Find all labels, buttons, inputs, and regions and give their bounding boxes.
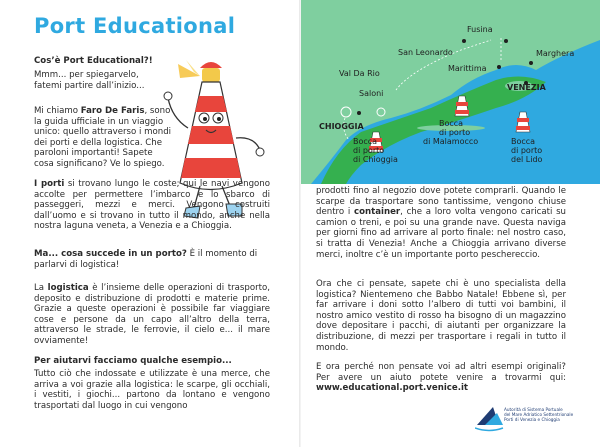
map-label-bocca-chioggia-3: di Chioggia [353, 155, 398, 164]
logistics-paragraph [34, 283, 270, 347]
ports-text-b: si trovano lungo le coste; qui le navi vengono accolte per permettere l’imbarco e lo sbarco di passeggeri, mezzi e merci. Vengono costruiti dall’uomo e si trovano in tutto il mondo, anche nella nostra laguna veneta, a Venezia e a Chioggia. [34, 179, 270, 232]
question-examples: Per aiutarvi facciamo qualche esempio... [34, 356, 232, 366]
question-what-happens [34, 249, 270, 270]
intro-paragraph-1: Mmm... per spiegarvelo, fatemi partire dall’inizio... [34, 70, 145, 91]
website-text: E ora perché non pensate voi ad altri esempi originali? Per avere un aiuto potete venire a trovarmi qui: [316, 362, 566, 383]
ports-text-a: I [34, 179, 41, 189]
logo-line-3: Porti di Venezia e Chioggia [504, 417, 560, 423]
guide-name: Faro De Faris [80, 106, 145, 116]
intro2-text-b: , sono la guida ufficiale in un viaggio unico: quello attraverso i mondi dei porti e della logistica. Che paroloni importanti! Sapete cosa significano? Ve lo spiego. [34, 106, 172, 169]
map-label-bocca-malamocco-1: Bocca [439, 119, 464, 128]
ports-paragraph [34, 179, 270, 232]
question-what-is: Cos’è Port Educational?! [34, 56, 153, 66]
map-label-bocca-lido-2: di porto [511, 146, 543, 155]
map-label-bocca-malamocco-2: di porto [439, 128, 471, 137]
map-label-bocca-chioggia-1: Bocca [353, 137, 378, 146]
container-keyword: container [353, 207, 401, 218]
container-text-a: prodotti fino al negozio dove potete comprarli. Quando le scarpe da trasportare sono tantissime, vengono chiuse dentro i [316, 186, 566, 218]
logo-line-2: del Mare Adriatico Settentrionale [504, 412, 574, 418]
logistics-text-b: è l’insieme delle operazioni di trasporto, deposito e distribuzione di prodotti e materie prime. Grazie a queste operazioni è possibile far viaggiare cose e persone da un capo all’altro della terra, attraverso le strade, le ferrovie, il cielo e... il mare ovviamente! [34, 283, 270, 346]
map-label-bocca-chioggia-2: di porto [353, 146, 385, 155]
question2-bold: Ma... cosa succede in un porto? [34, 249, 187, 259]
map-label-san-leonardo: San Leonardo [398, 48, 453, 57]
container-paragraph [316, 186, 566, 260]
map-label-val-da-rio: Val Da Rio [339, 69, 380, 78]
map-label-bocca-lido-1: Bocca [511, 137, 536, 146]
map-label-fusina: Fusina [467, 25, 493, 34]
website-link[interactable]: www.educational.port.venice.it [316, 383, 469, 394]
map-label-venezia: VENEZIA [507, 83, 546, 92]
logistics-text-a: La [34, 283, 48, 293]
website-paragraph [316, 362, 566, 394]
map-label-chioggia: CHIOGGIA [319, 122, 364, 131]
intro2-text-a: Mi chiamo [34, 106, 81, 116]
santa-paragraph: Ora che ci pensate, sapete chi è uno specialista della logistica? Nientemeno che Babbo Natale! Ebbene sì, per far arrivare i doni sotto l’albero di tutti voi bambini, il nostro amico vestito di rosso ha bisogno di un magazzino dove depositare i pacchi, di aiutanti per organizzare la distribuzione, di mezzi per trasportare i regali in tutto il mondo. [316, 279, 566, 353]
map-label-bocca-malamocco-3: di Malamocco [423, 137, 479, 146]
map-label-marghera: Marghera [536, 49, 575, 58]
map-label-saloni: Saloni [359, 89, 384, 98]
logo-line-1: Autorità di Sistema Portuale [504, 407, 563, 412]
ports-keyword: porti [40, 179, 65, 189]
page-title: Port Educational [34, 14, 236, 38]
map-label-bocca-lido-3: del Lido [511, 155, 543, 164]
port-authority-name [504, 407, 594, 423]
logistics-keyword: logistica [47, 283, 89, 293]
lagoon-map [301, 0, 600, 184]
goods-paragraph: Tutto ciò che indossate e utilizzate è una merce, che arriva a voi grazie alla logistica: le scarpe, gli occhiali, i vestiti, i giochi... partono da lontano e vengono trasportati dal luogo in cui vengono [34, 369, 270, 411]
question2-tail: È il momento di parlarvi di logistica! [34, 249, 258, 270]
map-label-marittima: Marittima [448, 64, 487, 73]
container-text-b: , che a loro volta vengono caricati su camion o treni, e poi su una grande nave. Questa naviga per giorni fino ad arrivare al porto finale: nel nostro caso, si tratta di Venezia! Anche a Chioggia arrivano diverse merci, inoltre c’è un importante porto peschereccio. [316, 207, 567, 260]
